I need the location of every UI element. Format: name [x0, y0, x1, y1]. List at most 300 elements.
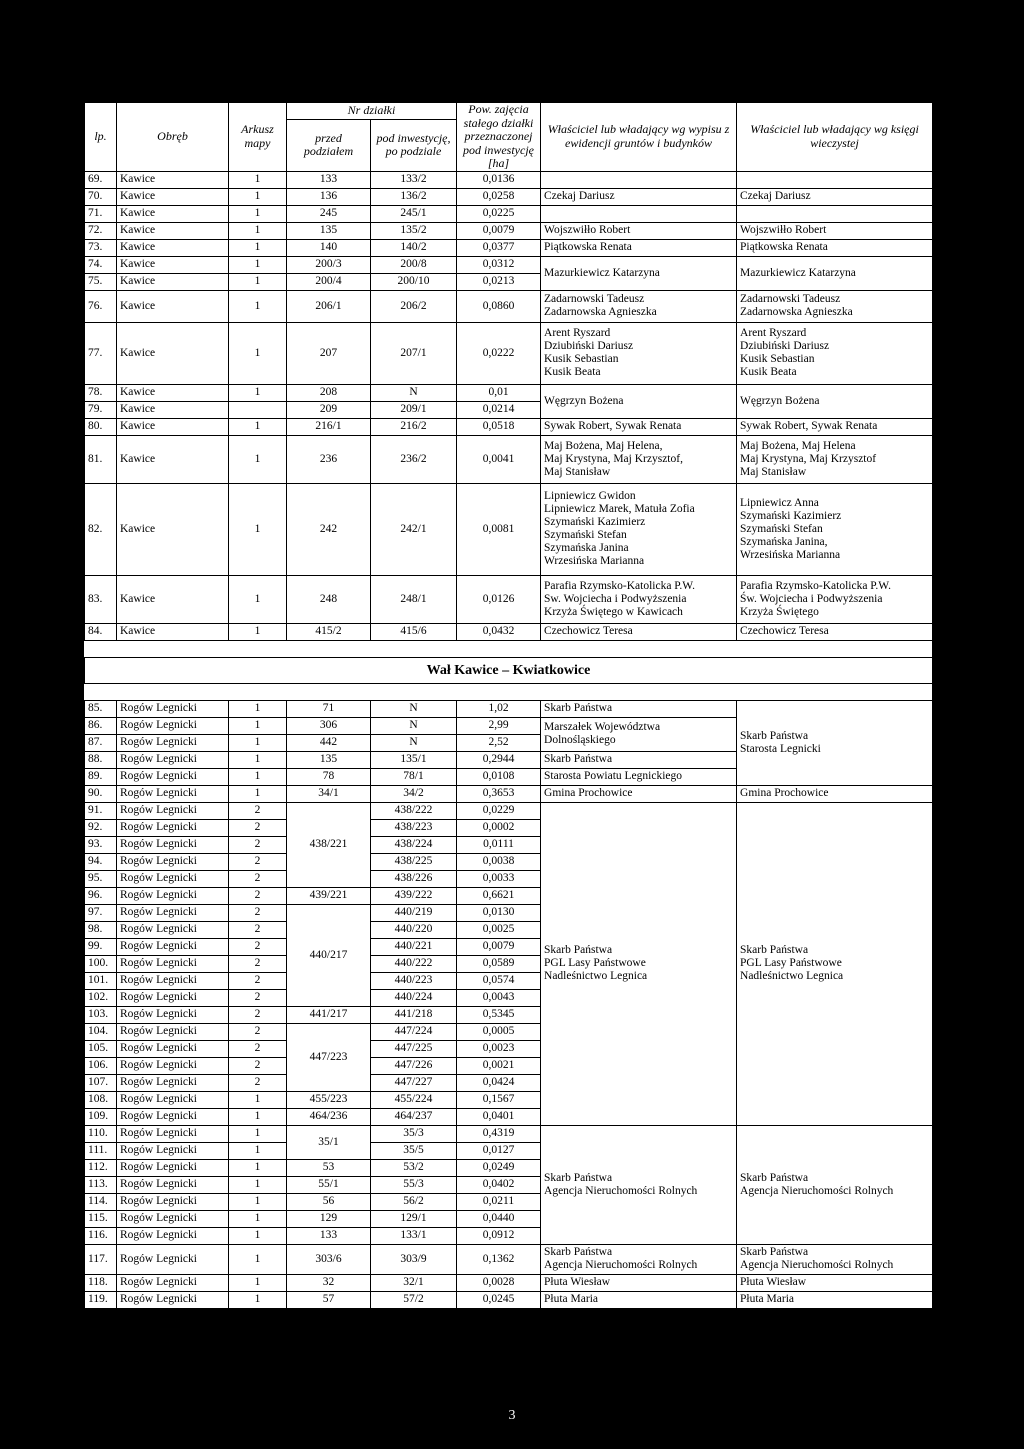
- cell-lp: 75.: [85, 273, 117, 290]
- cell-przed: 208: [287, 384, 371, 401]
- owner-kw-cell: Parafia Rzymsko-Katolicka P.W. Św. Wojciecha i Podwyższenia Krzyża Świętego: [737, 575, 933, 623]
- cell-arkusz: 2: [229, 921, 287, 938]
- cell-obreb: Rogów Legnicki: [117, 802, 229, 819]
- cell-pod: 455/224: [371, 1091, 457, 1108]
- cell-lp: 78.: [85, 384, 117, 401]
- owner-kw-cell: Arent Ryszard Dziubiński Dariusz Kusik Sebastian Kusik Beata: [737, 322, 933, 384]
- cell-lp: 103.: [85, 1006, 117, 1023]
- cell-przed: 55/1: [287, 1176, 371, 1193]
- cell-arkusz: 1: [229, 1091, 287, 1108]
- owner-kw-cell: Węgrzyn Bożena: [737, 384, 933, 418]
- owner-ewid-cell: Marszałek Województwa Dolnośląskiego: [541, 717, 737, 751]
- cell-obreb: Rogów Legnicki: [117, 768, 229, 785]
- cell-przed: 129: [287, 1210, 371, 1227]
- cell-przed: 135: [287, 751, 371, 768]
- owner-ewid-cell: Sywak Robert, Sywak Renata: [541, 418, 737, 435]
- cell-pow: 0,0033: [457, 870, 541, 887]
- cell-lp: 112.: [85, 1159, 117, 1176]
- cell-obreb: Rogów Legnicki: [117, 853, 229, 870]
- cell-pod: 438/223: [371, 819, 457, 836]
- cell-arkusz: 1: [229, 418, 287, 435]
- owner-ewid-cell: [541, 205, 737, 222]
- cell-pod: 35/3: [371, 1125, 457, 1142]
- header-nr-dzialki: Nr działki: [287, 103, 457, 120]
- cell-lp: 82.: [85, 483, 117, 575]
- owner-ewid-cell: Czekaj Dariusz: [541, 188, 737, 205]
- cell-obreb: Rogów Legnicki: [117, 1040, 229, 1057]
- cell-przed: 200/3: [287, 256, 371, 273]
- cell-pod: 206/2: [371, 290, 457, 322]
- cell-przed: 56: [287, 1193, 371, 1210]
- cell-pow: 0,4319: [457, 1125, 541, 1142]
- cell-arkusz: 1: [229, 1210, 287, 1227]
- table-row: [85, 222, 933, 239]
- cell-pow: 0,0214: [457, 401, 541, 418]
- cell-pod: 32/1: [371, 1274, 457, 1291]
- cell-przed: 209: [287, 401, 371, 418]
- cell-pod: 439/222: [371, 887, 457, 904]
- owner-kw-cell: Czechowicz Teresa: [737, 623, 933, 640]
- table-row: [85, 1291, 933, 1308]
- cell-obreb: Rogów Legnicki: [117, 1159, 229, 1176]
- owner-kw-cell: Skarb Państwa Agencja Nieruchomości Rolnych: [737, 1125, 933, 1244]
- cell-przed: 136: [287, 188, 371, 205]
- cell-pow: 0,2944: [457, 751, 541, 768]
- cell-obreb: Kawice: [117, 575, 229, 623]
- cell-lp: 107.: [85, 1074, 117, 1091]
- table-row: [85, 239, 933, 256]
- cell-pow: 0,01: [457, 384, 541, 401]
- owner-ewid-cell: Skarb Państwa: [541, 700, 737, 717]
- owner-ewid-cell: Czechowicz Teresa: [541, 623, 737, 640]
- cell-lp: 92.: [85, 819, 117, 836]
- owner-kw-cell: [737, 205, 933, 222]
- cell-arkusz: 2: [229, 836, 287, 853]
- cell-pow: 0,0912: [457, 1227, 541, 1244]
- owner-ewid-cell: Arent Ryszard Dziubiński Dariusz Kusik Sebastian Kusik Beata: [541, 322, 737, 384]
- cell-pod: N: [371, 384, 457, 401]
- cell-pow: 2,52: [457, 734, 541, 751]
- cell-pow: 0,1567: [457, 1091, 541, 1108]
- cell-przed: 216/1: [287, 418, 371, 435]
- table-row: [85, 171, 933, 188]
- cell-lp: 71.: [85, 205, 117, 222]
- owner-ewid-cell: Skarb Państwa Agencja Nieruchomości Rolnych: [541, 1244, 737, 1274]
- cell-lp: 70.: [85, 188, 117, 205]
- owner-kw-cell: Gmina Prochowice: [737, 785, 933, 802]
- table-row: [85, 1244, 933, 1274]
- table-row: [85, 785, 933, 802]
- cell-arkusz: 2: [229, 870, 287, 887]
- cell-arkusz: 1: [229, 1193, 287, 1210]
- cell-arkusz: 1: [229, 751, 287, 768]
- owner-ewid-cell: Skarb Państwa PGL Lasy Państwowe Nadleśnictwo Legnica: [541, 802, 737, 1125]
- cell-obreb: Rogów Legnicki: [117, 1274, 229, 1291]
- cell-arkusz: 2: [229, 1057, 287, 1074]
- cell-arkusz: 1: [229, 171, 287, 188]
- cell-pod: 57/2: [371, 1291, 457, 1308]
- cell-pow: 0,5345: [457, 1006, 541, 1023]
- cell-pod: 236/2: [371, 435, 457, 483]
- owner-ewid-cell: [541, 171, 737, 188]
- owner-ewid-cell: Skarb Państwa Agencja Nieruchomości Rolnych: [541, 1125, 737, 1244]
- cell-obreb: Rogów Legnicki: [117, 1057, 229, 1074]
- cell-pow: 0,0130: [457, 904, 541, 921]
- cell-obreb: Rogów Legnicki: [117, 955, 229, 972]
- cell-pod: 216/2: [371, 418, 457, 435]
- cell-pod: 135/1: [371, 751, 457, 768]
- cell-arkusz: 2: [229, 887, 287, 904]
- cell-obreb: Kawice: [117, 256, 229, 273]
- cell-obreb: Rogów Legnicki: [117, 938, 229, 955]
- cell-przed: 439/221: [287, 887, 371, 904]
- cell-obreb: Kawice: [117, 188, 229, 205]
- cell-pod: 464/237: [371, 1108, 457, 1125]
- cell-pod: N: [371, 717, 457, 734]
- cell-przed: 133: [287, 1227, 371, 1244]
- table-row: [85, 205, 933, 222]
- cell-pow: 0,6621: [457, 887, 541, 904]
- cell-lp: 79.: [85, 401, 117, 418]
- owner-ewid-cell: Mazurkiewicz Katarzyna: [541, 256, 737, 290]
- table-header: [85, 103, 933, 172]
- cell-arkusz: 2: [229, 955, 287, 972]
- table-body-rogow: [85, 700, 933, 1308]
- cell-przed: 236: [287, 435, 371, 483]
- cell-przed: 245: [287, 205, 371, 222]
- cell-obreb: Kawice: [117, 239, 229, 256]
- cell-arkusz: 1: [229, 384, 287, 401]
- cell-pod: 440/219: [371, 904, 457, 921]
- cell-obreb: Rogów Legnicki: [117, 700, 229, 717]
- cell-lp: 100.: [85, 955, 117, 972]
- section-title: Wał Kawice – Kwiatkowice: [85, 657, 933, 683]
- table-row: [85, 1274, 933, 1291]
- cell-arkusz: 1: [229, 273, 287, 290]
- cell-arkusz: 2: [229, 853, 287, 870]
- cell-przed: 415/2: [287, 623, 371, 640]
- cell-obreb: Rogów Legnicki: [117, 989, 229, 1006]
- cell-obreb: Kawice: [117, 273, 229, 290]
- cell-pow: 0,0245: [457, 1291, 541, 1308]
- cell-pod: 438/225: [371, 853, 457, 870]
- cell-pow: 0,0401: [457, 1108, 541, 1125]
- cell-pow: 0,0005: [457, 1023, 541, 1040]
- table-row: [85, 802, 933, 819]
- cell-przed: 34/1: [287, 785, 371, 802]
- cell-obreb: Kawice: [117, 483, 229, 575]
- owner-kw-cell: Mazurkiewicz Katarzyna: [737, 256, 933, 290]
- cell-lp: 74.: [85, 256, 117, 273]
- cell-lp: 72.: [85, 222, 117, 239]
- cell-pod: 200/10: [371, 273, 457, 290]
- cell-przed: 140: [287, 239, 371, 256]
- cell-arkusz: 1: [229, 785, 287, 802]
- cell-lp: 117.: [85, 1244, 117, 1274]
- cell-przed: 200/4: [287, 273, 371, 290]
- cell-lp: 110.: [85, 1125, 117, 1142]
- cell-przed: 53: [287, 1159, 371, 1176]
- cell-pow: 0,0222: [457, 322, 541, 384]
- cell-arkusz: 1: [229, 734, 287, 751]
- cell-arkusz: 1: [229, 1159, 287, 1176]
- cell-lp: 83.: [85, 575, 117, 623]
- cell-arkusz: 2: [229, 972, 287, 989]
- cell-obreb: Rogów Legnicki: [117, 1244, 229, 1274]
- cell-pow: 0,0038: [457, 853, 541, 870]
- cell-arkusz: 1: [229, 256, 287, 273]
- cell-arkusz: 1: [229, 222, 287, 239]
- cell-pow: 0,0043: [457, 989, 541, 1006]
- cell-obreb: Rogów Legnicki: [117, 1176, 229, 1193]
- owner-ewid-cell: Parafia Rzymsko-Katolicka P.W. Sw. Wojciecha i Podwyższenia Krzyża Świętego w Kawicach: [541, 575, 737, 623]
- owner-kw-cell: Lipniewicz Anna Szymański Kazimierz Szymański Stefan Szymańska Janina, Wrzesińska Marianna: [737, 483, 933, 575]
- cell-przed: 32: [287, 1274, 371, 1291]
- section-row: [85, 640, 933, 700]
- cell-pow: 0,0126: [457, 575, 541, 623]
- cell-przed: 57: [287, 1291, 371, 1308]
- cell-pow: 0,0402: [457, 1176, 541, 1193]
- cell-pod: 133/1: [371, 1227, 457, 1244]
- owner-ewid-cell: Płuta Maria: [541, 1291, 737, 1308]
- cell-arkusz: 1: [229, 483, 287, 575]
- cell-pow: 2,99: [457, 717, 541, 734]
- cell-pod: 242/1: [371, 483, 457, 575]
- cell-lp: 101.: [85, 972, 117, 989]
- cell-arkusz: 1: [229, 1125, 287, 1142]
- cell-pow: 0,0211: [457, 1193, 541, 1210]
- cell-przed: 71: [287, 700, 371, 717]
- owner-ewid-cell: Węgrzyn Bożena: [541, 384, 737, 418]
- cell-obreb: Rogów Legnicki: [117, 1291, 229, 1308]
- cell-pow: 0,1362: [457, 1244, 541, 1274]
- cell-arkusz: 2: [229, 802, 287, 819]
- cell-przed: 135: [287, 222, 371, 239]
- table-body-kawice: [85, 171, 933, 640]
- cell-pow: 0,0432: [457, 623, 541, 640]
- cell-przed: 207: [287, 322, 371, 384]
- cell-pow: 0,0002: [457, 819, 541, 836]
- cell-obreb: Rogów Legnicki: [117, 1193, 229, 1210]
- cell-lp: 94.: [85, 853, 117, 870]
- owner-ewid-cell: Skarb Państwa: [541, 751, 737, 768]
- cell-arkusz: 1: [229, 1108, 287, 1125]
- cell-obreb: Rogów Legnicki: [117, 1023, 229, 1040]
- cell-pod: 55/3: [371, 1176, 457, 1193]
- cell-obreb: Rogów Legnicki: [117, 972, 229, 989]
- cell-lp: 84.: [85, 623, 117, 640]
- cell-pow: 0,0213: [457, 273, 541, 290]
- cell-pod: 440/220: [371, 921, 457, 938]
- cell-pod: 438/222: [371, 802, 457, 819]
- cell-pod: 53/2: [371, 1159, 457, 1176]
- owner-ewid-cell: Lipniewicz Gwidon Lipniewicz Marek, Matuła Zofia Szymański Kazimierz Szymański Stefan Szymańska Janina Wrzesińska Marianna: [541, 483, 737, 575]
- cell-obreb: Rogów Legnicki: [117, 904, 229, 921]
- header-lp: lp.: [85, 103, 117, 172]
- owner-kw-cell: Piątkowska Renata: [737, 239, 933, 256]
- cell-przed: 35/1: [287, 1125, 371, 1159]
- cell-obreb: Rogów Legnicki: [117, 751, 229, 768]
- cell-pod: 200/8: [371, 256, 457, 273]
- cell-arkusz: 2: [229, 1074, 287, 1091]
- owner-kw-cell: Sywak Robert, Sywak Renata: [737, 418, 933, 435]
- cell-lp: 105.: [85, 1040, 117, 1057]
- owner-ewid-cell: Płuta Wiesław: [541, 1274, 737, 1291]
- table-row: [85, 188, 933, 205]
- table-row: [85, 256, 933, 273]
- cell-przed: 248: [287, 575, 371, 623]
- cell-pow: 0,0127: [457, 1142, 541, 1159]
- cell-pow: 0,0312: [457, 256, 541, 273]
- cell-obreb: Kawice: [117, 435, 229, 483]
- cell-arkusz: 2: [229, 904, 287, 921]
- cell-pow: 0,0021: [457, 1057, 541, 1074]
- cell-pow: 0,0424: [457, 1074, 541, 1091]
- cell-arkusz: 1: [229, 1142, 287, 1159]
- cell-pow: 0,0028: [457, 1274, 541, 1291]
- cell-arkusz: 2: [229, 938, 287, 955]
- owner-kw-cell: Skarb Państwa PGL Lasy Państwowe Nadleśnictwo Legnica: [737, 802, 933, 1125]
- cell-obreb: Rogów Legnicki: [117, 1091, 229, 1108]
- cell-pow: 0,0079: [457, 222, 541, 239]
- table-row: [85, 290, 933, 322]
- table-row: [85, 700, 933, 717]
- owner-kw-cell: Zadarnowski Tadeusz Zadarnowska Agnieszka: [737, 290, 933, 322]
- cell-pod: 133/2: [371, 171, 457, 188]
- cell-arkusz: 1: [229, 322, 287, 384]
- owner-kw-cell: Płuta Maria: [737, 1291, 933, 1308]
- cell-arkusz: 1: [229, 700, 287, 717]
- cell-lp: 111.: [85, 1142, 117, 1159]
- cell-pow: 0,0518: [457, 418, 541, 435]
- cell-lp: 69.: [85, 171, 117, 188]
- cell-lp: 86.: [85, 717, 117, 734]
- cell-pow: 0,0377: [457, 239, 541, 256]
- spacer: [85, 640, 933, 657]
- cell-pow: 0,0574: [457, 972, 541, 989]
- cell-arkusz: 1: [229, 239, 287, 256]
- cell-pod: 447/224: [371, 1023, 457, 1040]
- cell-obreb: Kawice: [117, 222, 229, 239]
- cell-arkusz: 2: [229, 1023, 287, 1040]
- cell-pod: 56/2: [371, 1193, 457, 1210]
- cell-lp: 118.: [85, 1274, 117, 1291]
- cell-pow: 0,0041: [457, 435, 541, 483]
- cell-pod: 440/224: [371, 989, 457, 1006]
- cell-pow: 0,0225: [457, 205, 541, 222]
- cell-obreb: Kawice: [117, 290, 229, 322]
- cell-arkusz: 1: [229, 717, 287, 734]
- owner-ewid-cell: Gmina Prochowice: [541, 785, 737, 802]
- cell-przed: 133: [287, 171, 371, 188]
- owner-ewid-cell: Piątkowska Renata: [541, 239, 737, 256]
- cell-pod: N: [371, 700, 457, 717]
- cell-pow: 0,0589: [457, 955, 541, 972]
- cell-pod: 415/6: [371, 623, 457, 640]
- cell-arkusz: 1: [229, 768, 287, 785]
- owner-ewid-cell: Starosta Powiatu Legnickiego: [541, 768, 737, 785]
- header-owner-ewid: Właściciel lub władający wg wypisu z ewidencji gruntów i budynków: [541, 103, 737, 172]
- cell-pod: 209/1: [371, 401, 457, 418]
- table-row: [85, 322, 933, 384]
- cell-pod: 440/221: [371, 938, 457, 955]
- cell-obreb: Rogów Legnicki: [117, 1142, 229, 1159]
- cell-lp: 116.: [85, 1227, 117, 1244]
- parcel-table: [84, 102, 933, 1309]
- cell-pow: 0,0111: [457, 836, 541, 853]
- cell-pow: 0,0136: [457, 171, 541, 188]
- cell-lp: 104.: [85, 1023, 117, 1040]
- cell-lp: 113.: [85, 1176, 117, 1193]
- cell-pod: 140/2: [371, 239, 457, 256]
- cell-przed: 455/223: [287, 1091, 371, 1108]
- owner-kw-cell: [737, 171, 933, 188]
- cell-obreb: Rogów Legnicki: [117, 1210, 229, 1227]
- table-row: [85, 575, 933, 623]
- cell-pod: 441/218: [371, 1006, 457, 1023]
- cell-pow: 0,0108: [457, 768, 541, 785]
- cell-arkusz: 1: [229, 623, 287, 640]
- cell-pow: 0,3653: [457, 785, 541, 802]
- cell-arkusz: 2: [229, 1006, 287, 1023]
- cell-lp: 99.: [85, 938, 117, 955]
- cell-pod: 303/9: [371, 1244, 457, 1274]
- cell-pod: 136/2: [371, 188, 457, 205]
- cell-lp: 102.: [85, 989, 117, 1006]
- cell-obreb: Rogów Legnicki: [117, 785, 229, 802]
- cell-pow: 0,0440: [457, 1210, 541, 1227]
- cell-pod: 447/225: [371, 1040, 457, 1057]
- cell-przed: 442: [287, 734, 371, 751]
- cell-obreb: Rogów Legnicki: [117, 887, 229, 904]
- cell-lp: 93.: [85, 836, 117, 853]
- cell-arkusz: 1: [229, 575, 287, 623]
- cell-lp: 95.: [85, 870, 117, 887]
- cell-pod: 78/1: [371, 768, 457, 785]
- cell-przed: 464/236: [287, 1108, 371, 1125]
- cell-pow: 0,0229: [457, 802, 541, 819]
- cell-obreb: Kawice: [117, 623, 229, 640]
- cell-obreb: Kawice: [117, 384, 229, 401]
- cell-lp: 80.: [85, 418, 117, 435]
- header-owner-kw: Właściciel lub władający wg księgi wieczystej: [737, 103, 933, 172]
- cell-lp: 108.: [85, 1091, 117, 1108]
- table-row: [85, 483, 933, 575]
- cell-obreb: Rogów Legnicki: [117, 1108, 229, 1125]
- cell-arkusz: 1: [229, 290, 287, 322]
- cell-obreb: Rogów Legnicki: [117, 921, 229, 938]
- cell-obreb: Kawice: [117, 401, 229, 418]
- table-row: [85, 384, 933, 401]
- cell-pod: N: [371, 734, 457, 751]
- cell-pod: 447/226: [371, 1057, 457, 1074]
- cell-arkusz: 2: [229, 819, 287, 836]
- cell-lp: 91.: [85, 802, 117, 819]
- cell-pod: 35/5: [371, 1142, 457, 1159]
- cell-obreb: Rogów Legnicki: [117, 717, 229, 734]
- owner-kw-cell: Skarb Państwa Agencja Nieruchomości Rolnych: [737, 1244, 933, 1274]
- cell-lp: 106.: [85, 1057, 117, 1074]
- cell-lp: 96.: [85, 887, 117, 904]
- cell-przed: 206/1: [287, 290, 371, 322]
- cell-arkusz: 1: [229, 1274, 287, 1291]
- cell-lp: 76.: [85, 290, 117, 322]
- cell-przed: 447/223: [287, 1023, 371, 1091]
- cell-obreb: Rogów Legnicki: [117, 1125, 229, 1142]
- owner-kw-cell: Wojszwiłło Robert: [737, 222, 933, 239]
- cell-pow: 0,0860: [457, 290, 541, 322]
- cell-przed: 242: [287, 483, 371, 575]
